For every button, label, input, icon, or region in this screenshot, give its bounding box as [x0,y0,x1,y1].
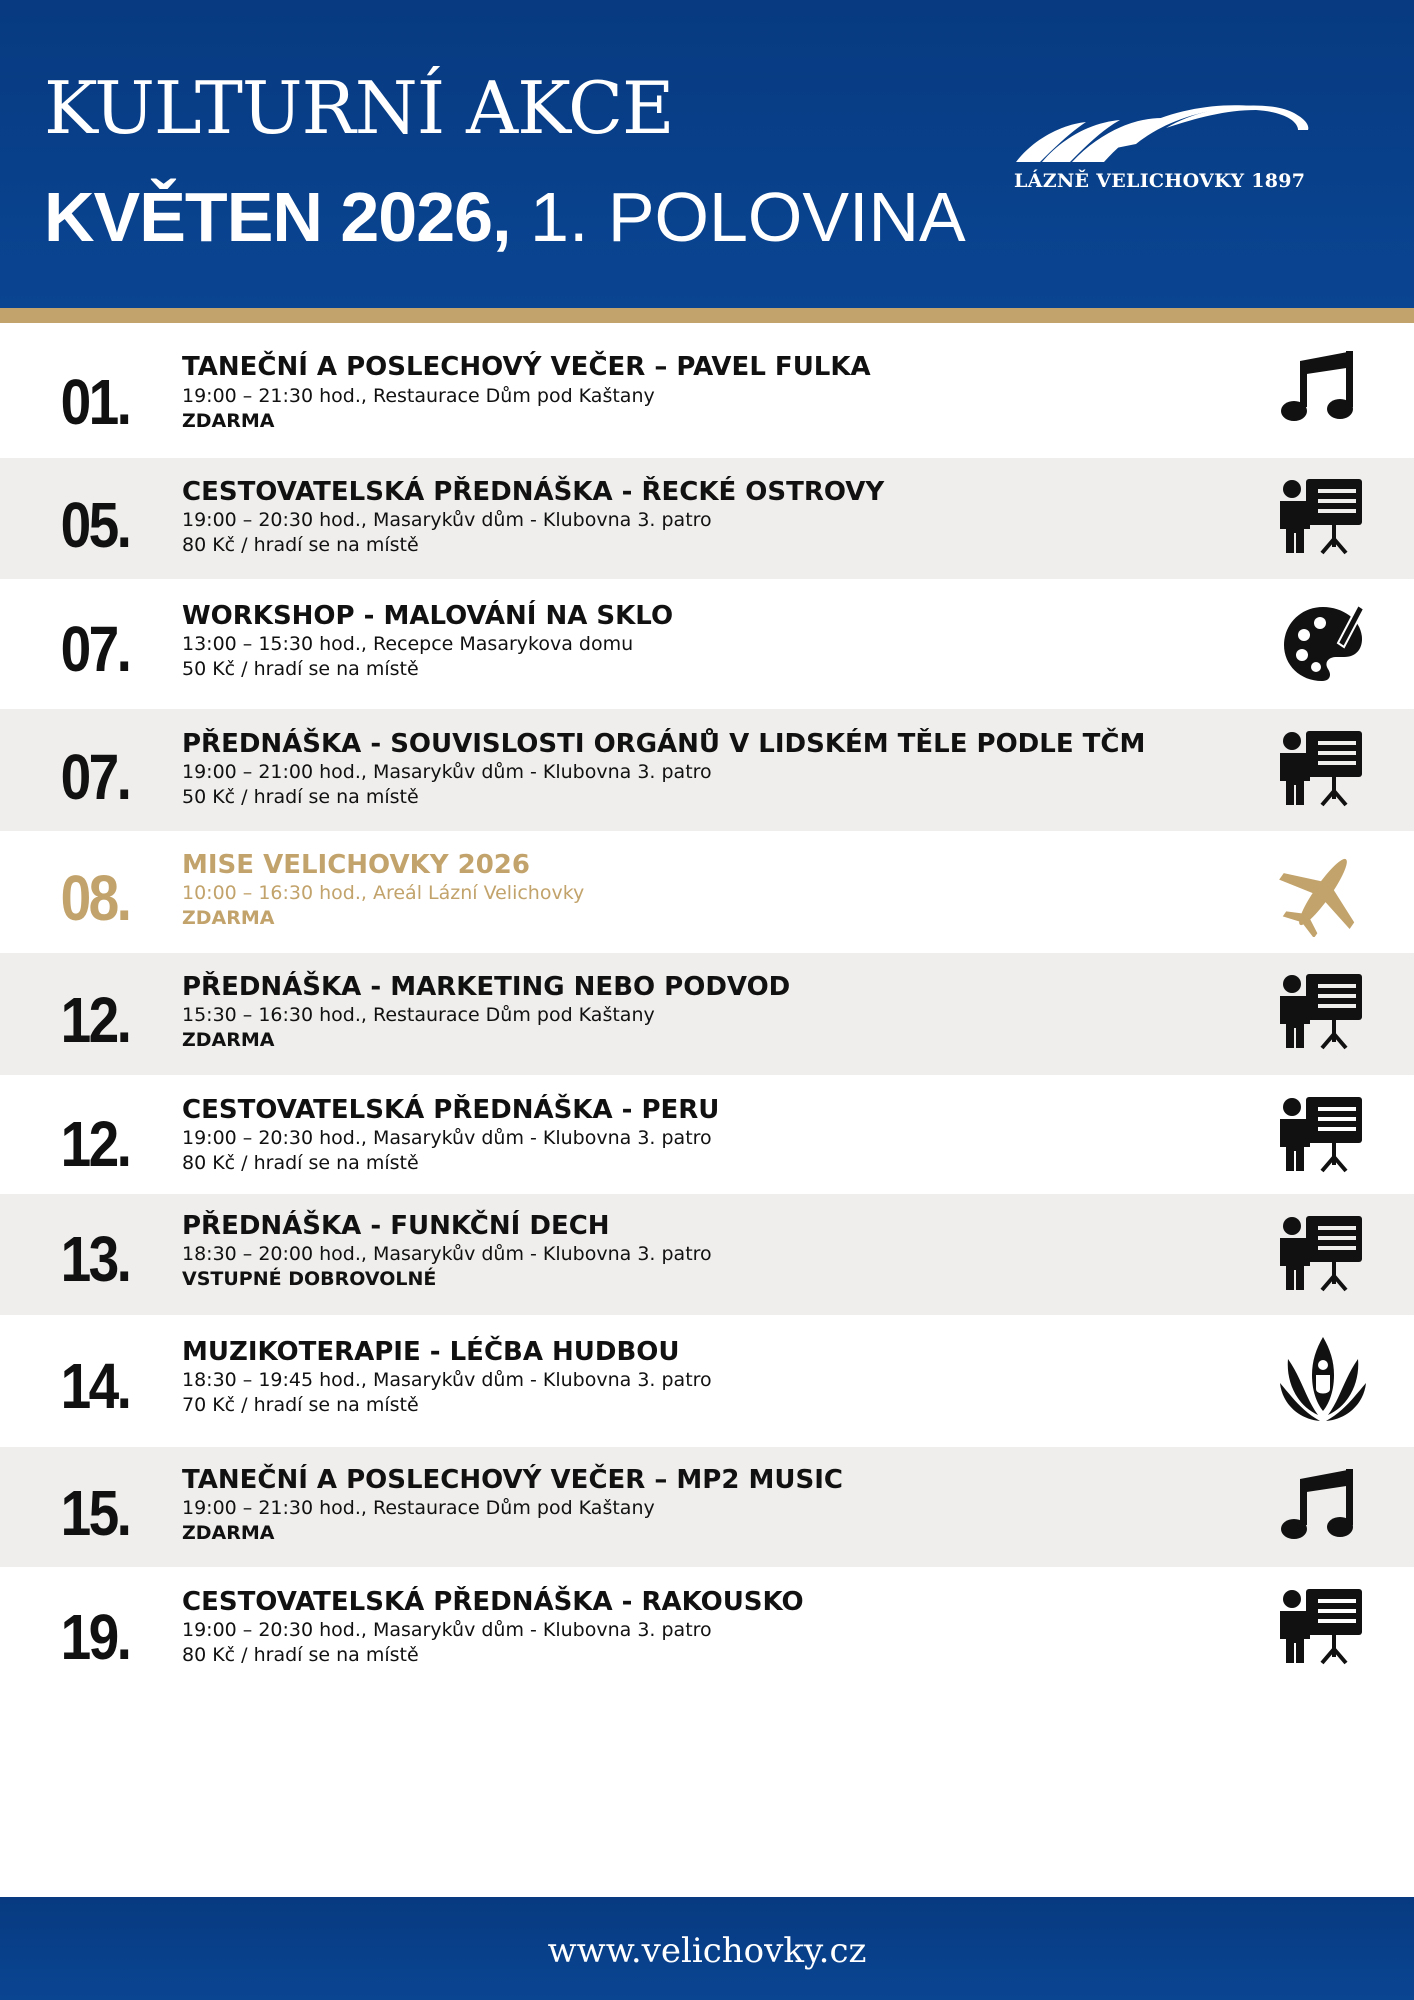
event-title: PŘEDNÁŠKA - SOUVISLOSTI ORGÁNŮ V LIDSKÉM TĚLE PODLE TČM [182,729,1146,759]
event-title: WORKSHOP - MALOVÁNÍ NA SKLO [182,601,674,631]
event-day: 01. [60,366,130,438]
half-label: 1. POLOVINA [510,178,966,256]
event-day: 07. [60,613,130,685]
music-notes-icon [1278,345,1368,435]
event-row [0,709,1414,831]
event-price: VSTUPNÉ DOBROVOLNÉ [182,1268,437,1290]
event-title: PŘEDNÁŠKA - FUNKČNÍ DECH [182,1211,610,1241]
event-row [0,579,1414,709]
event-time-place: 19:00 – 21:30 hod., Restaurace Dům pod Kaštany [182,385,655,407]
presenter-icon [1278,473,1368,563]
event-time-place: 19:00 – 21:00 hod., Masarykův dům - Klubovna 3. patro [182,761,712,783]
event-title: MISE VELICHOVKY 2026 [182,850,530,880]
event-time-place: 19:00 – 20:30 hod., Masarykův dům - Klubovna 3. patro [182,1619,712,1641]
event-title: CESTOVATELSKÁ PŘEDNÁŠKA - PERU [182,1095,720,1125]
event-price: 50 Kč / hradí se na místě [182,786,419,808]
spa-logo [1010,100,1310,200]
event-row [0,1194,1414,1315]
event-day: 19. [60,1601,130,1673]
header-banner [0,0,1414,308]
event-price: ZDARMA [182,907,275,929]
event-price: ZDARMA [182,1522,275,1544]
event-title: MUZIKOTERAPIE - LÉČBA HUDBOU [182,1337,680,1367]
event-time-place: 13:00 – 15:30 hod., Recepce Masarykova domu [182,633,634,655]
event-time-place: 18:30 – 20:00 hod., Masarykův dům - Klubovna 3. patro [182,1243,712,1265]
event-row-highlighted [0,831,1414,953]
presenter-icon [1278,725,1368,815]
event-day: 07. [60,741,130,813]
event-day: 05. [60,489,130,561]
event-price: 50 Kč / hradí se na místě [182,658,419,680]
event-day: 15. [60,1477,130,1549]
event-title: TANEČNÍ A POSLECHOVÝ VEČER – MP2 MUSIC [182,1465,843,1495]
website-link[interactable]: www.velichovky.cz [547,1931,867,1971]
month-label: KVĚTEN 2026, [44,178,511,256]
event-day: 12. [60,984,130,1056]
airplane-icon [1278,847,1368,937]
event-price: ZDARMA [182,1029,275,1051]
lotus-meditation-icon [1278,1335,1368,1425]
event-day: 12. [60,1108,130,1180]
palette-icon [1278,599,1368,689]
event-time-place: 18:30 – 19:45 hod., Masarykův dům - Klubovna 3. patro [182,1369,712,1391]
event-row [0,458,1414,579]
page-title: KULTURNÍ AKCE [44,66,674,150]
event-price: 80 Kč / hradí se na místě [182,534,419,556]
event-price: 80 Kč / hradí se na místě [182,1644,419,1666]
event-list [0,323,1414,1697]
presenter-icon [1278,1583,1368,1673]
page-subtitle [44,178,966,256]
music-notes-icon [1278,1463,1368,1553]
event-title: CESTOVATELSKÁ PŘEDNÁŠKA - ŘECKÉ OSTROVY [182,477,885,507]
event-row [0,1447,1414,1567]
presenter-icon [1278,1210,1368,1300]
event-row [0,953,1414,1075]
event-time-place: 10:00 – 16:30 hod., Areál Lázní Velichovky [182,882,585,904]
event-title: PŘEDNÁŠKA - MARKETING NEBO PODVOD [182,972,791,1002]
footer-banner [0,1897,1414,2000]
event-title: CESTOVATELSKÁ PŘEDNÁŠKA - RAKOUSKO [182,1587,804,1617]
event-row [0,323,1414,458]
event-row [0,1567,1414,1697]
event-time-place: 19:00 – 20:30 hod., Masarykův dům - Klubovna 3. patro [182,1127,712,1149]
event-row [0,1075,1414,1194]
event-price: ZDARMA [182,410,275,432]
presenter-icon [1278,1091,1368,1181]
logo-waves-icon [1016,100,1312,166]
event-price: 80 Kč / hradí se na místě [182,1152,419,1174]
event-time-place: 19:00 – 20:30 hod., Masarykův dům - Klubovna 3. patro [182,509,712,531]
presenter-icon [1278,968,1368,1058]
event-day: 14. [60,1350,130,1422]
event-day: 08. [60,862,130,934]
event-time-place: 15:30 – 16:30 hod., Restaurace Dům pod Kaštany [182,1004,655,1026]
logo-text: LÁZNĚ VELICHOVKY 1897 [1014,170,1306,192]
event-title: TANEČNÍ A POSLECHOVÝ VEČER – PAVEL FULKA [182,352,871,382]
event-price: 70 Kč / hradí se na místě [182,1394,419,1416]
event-time-place: 19:00 – 21:30 hod., Restaurace Dům pod Kaštany [182,1497,655,1519]
event-day: 13. [60,1223,130,1295]
event-row [0,1315,1414,1447]
header-divider [0,308,1414,323]
